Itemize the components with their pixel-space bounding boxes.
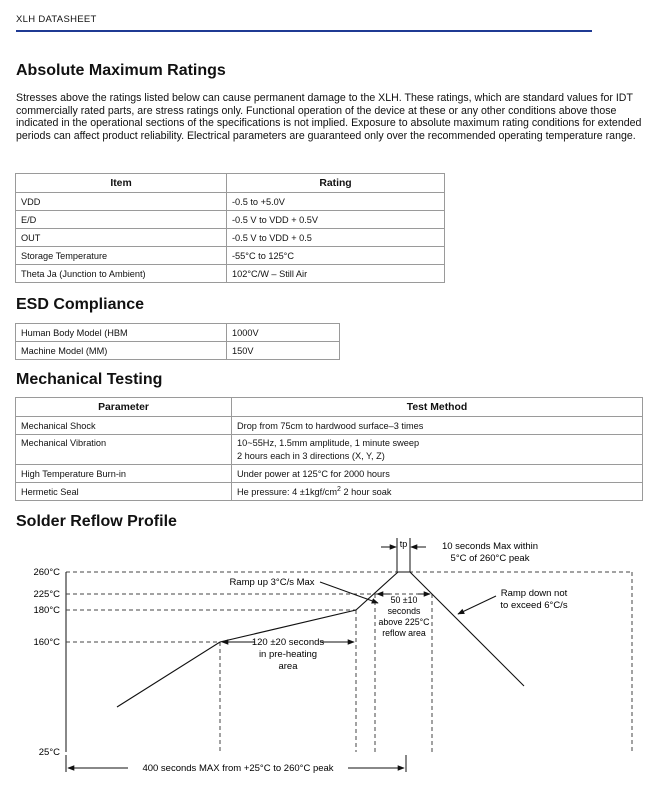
preheat-label-2: in pre-heating — [258, 649, 318, 660]
preheat-label-1: 120 ±20 seconds — [251, 637, 325, 648]
col-test-method: Test Method — [232, 398, 643, 417]
cell-method: Under power at 125°C for 2000 hours — [232, 465, 643, 483]
total-label: 400 seconds MAX from +25°C to 260°C peak — [142, 763, 334, 774]
ramp-down-arrow — [458, 596, 496, 614]
peak-note-2: 5°C of 260°C peak — [450, 553, 530, 564]
reflow-label-1: 50 ±10 — [390, 595, 418, 605]
y-label-25: 25°C — [38, 747, 60, 758]
cell-item: Machine Model (MM) — [16, 342, 227, 360]
cell-rating: 150V — [227, 342, 340, 360]
method-line-2: 2 hours each in 3 directions (X, Y, Z) — [237, 450, 385, 461]
method-superscript: 2 — [337, 485, 341, 493]
cell-item: VDD — [16, 193, 227, 211]
cell-item: Storage Temperature — [16, 247, 227, 265]
cell-item: OUT — [16, 229, 227, 247]
method-line-1: 10~55Hz, 1.5mm amplitude, 1 minute sweep — [237, 437, 420, 448]
y-label-160: 160°C — [33, 637, 60, 648]
col-rating: Rating — [227, 174, 445, 193]
mech-heading: Mechanical Testing — [16, 371, 163, 388]
cell-item: Theta Ja (Junction to Ambient) — [16, 265, 227, 283]
reflow-label-3: above 225°C — [378, 617, 430, 627]
amr-intro: Stresses above the ratings listed below can cause permanent damage to the XLH. These ratings, which are standard values for IDT commercially rated parts, are stress ratings only. Functional operation of the device at these or any other conditions above those indicated in the operational sections of the specifications is not implied. Exposure to absolute maximum rating conditions for extended periods can affect product reliability. Electrical parameters are guaranteed only over the recommended operating temperature range. — [16, 92, 642, 142]
peak-note-1: 10 seconds Max within — [441, 541, 539, 552]
tp-label: tp — [399, 539, 408, 549]
cell-method: Drop from 75cm to hardwood surface–3 times — [232, 417, 643, 435]
ramp-down-1: Ramp down not — [500, 588, 568, 599]
cell-parameter: Hermetic Seal — [16, 483, 232, 501]
cell-rating: -0.5 V to VDD + 0.5 — [227, 229, 445, 247]
amr-heading: Absolute Maximum Ratings — [16, 62, 226, 79]
reflow-label-4: reflow area — [382, 628, 426, 638]
header-title: XLH DATASHEET — [16, 14, 97, 25]
reflow-label-2: seconds — [387, 606, 421, 616]
cell-rating: 102°C/W – Still Air — [227, 265, 445, 283]
cell-rating: -0.5 V to VDD + 0.5V — [227, 211, 445, 229]
y-label-260: 260°C — [33, 567, 60, 578]
ramp-up-label: Ramp up 3°C/s Max — [229, 577, 315, 588]
cell-item: E/D — [16, 211, 227, 229]
ramp-up-arrow — [320, 582, 378, 603]
method-text: He pressure: 4 ±1kgf/cm — [237, 487, 338, 498]
y-label-225: 225°C — [33, 589, 60, 600]
cell-rating: -0.5 to +5.0V — [227, 193, 445, 211]
cell-parameter: Mechanical Shock — [16, 417, 232, 435]
cell-item: Human Body Model (HBM — [16, 324, 227, 342]
cell-rating: -55°C to 125°C — [227, 247, 445, 265]
col-parameter: Parameter — [16, 398, 232, 417]
cell-rating: 1000V — [227, 324, 340, 342]
col-item: Item — [16, 174, 227, 193]
cell-parameter: Mechanical Vibration — [16, 435, 232, 465]
ramp-down-2: to exceed 6°C/s — [500, 600, 568, 611]
preheat-label-3: area — [278, 661, 298, 672]
reflow-heading: Solder Reflow Profile — [16, 513, 177, 530]
esd-heading: ESD Compliance — [16, 296, 145, 313]
y-label-180: 180°C — [33, 605, 60, 616]
cell-parameter: High Temperature Burn-in — [16, 465, 232, 483]
method-tail: 2 hour soak — [340, 487, 392, 498]
